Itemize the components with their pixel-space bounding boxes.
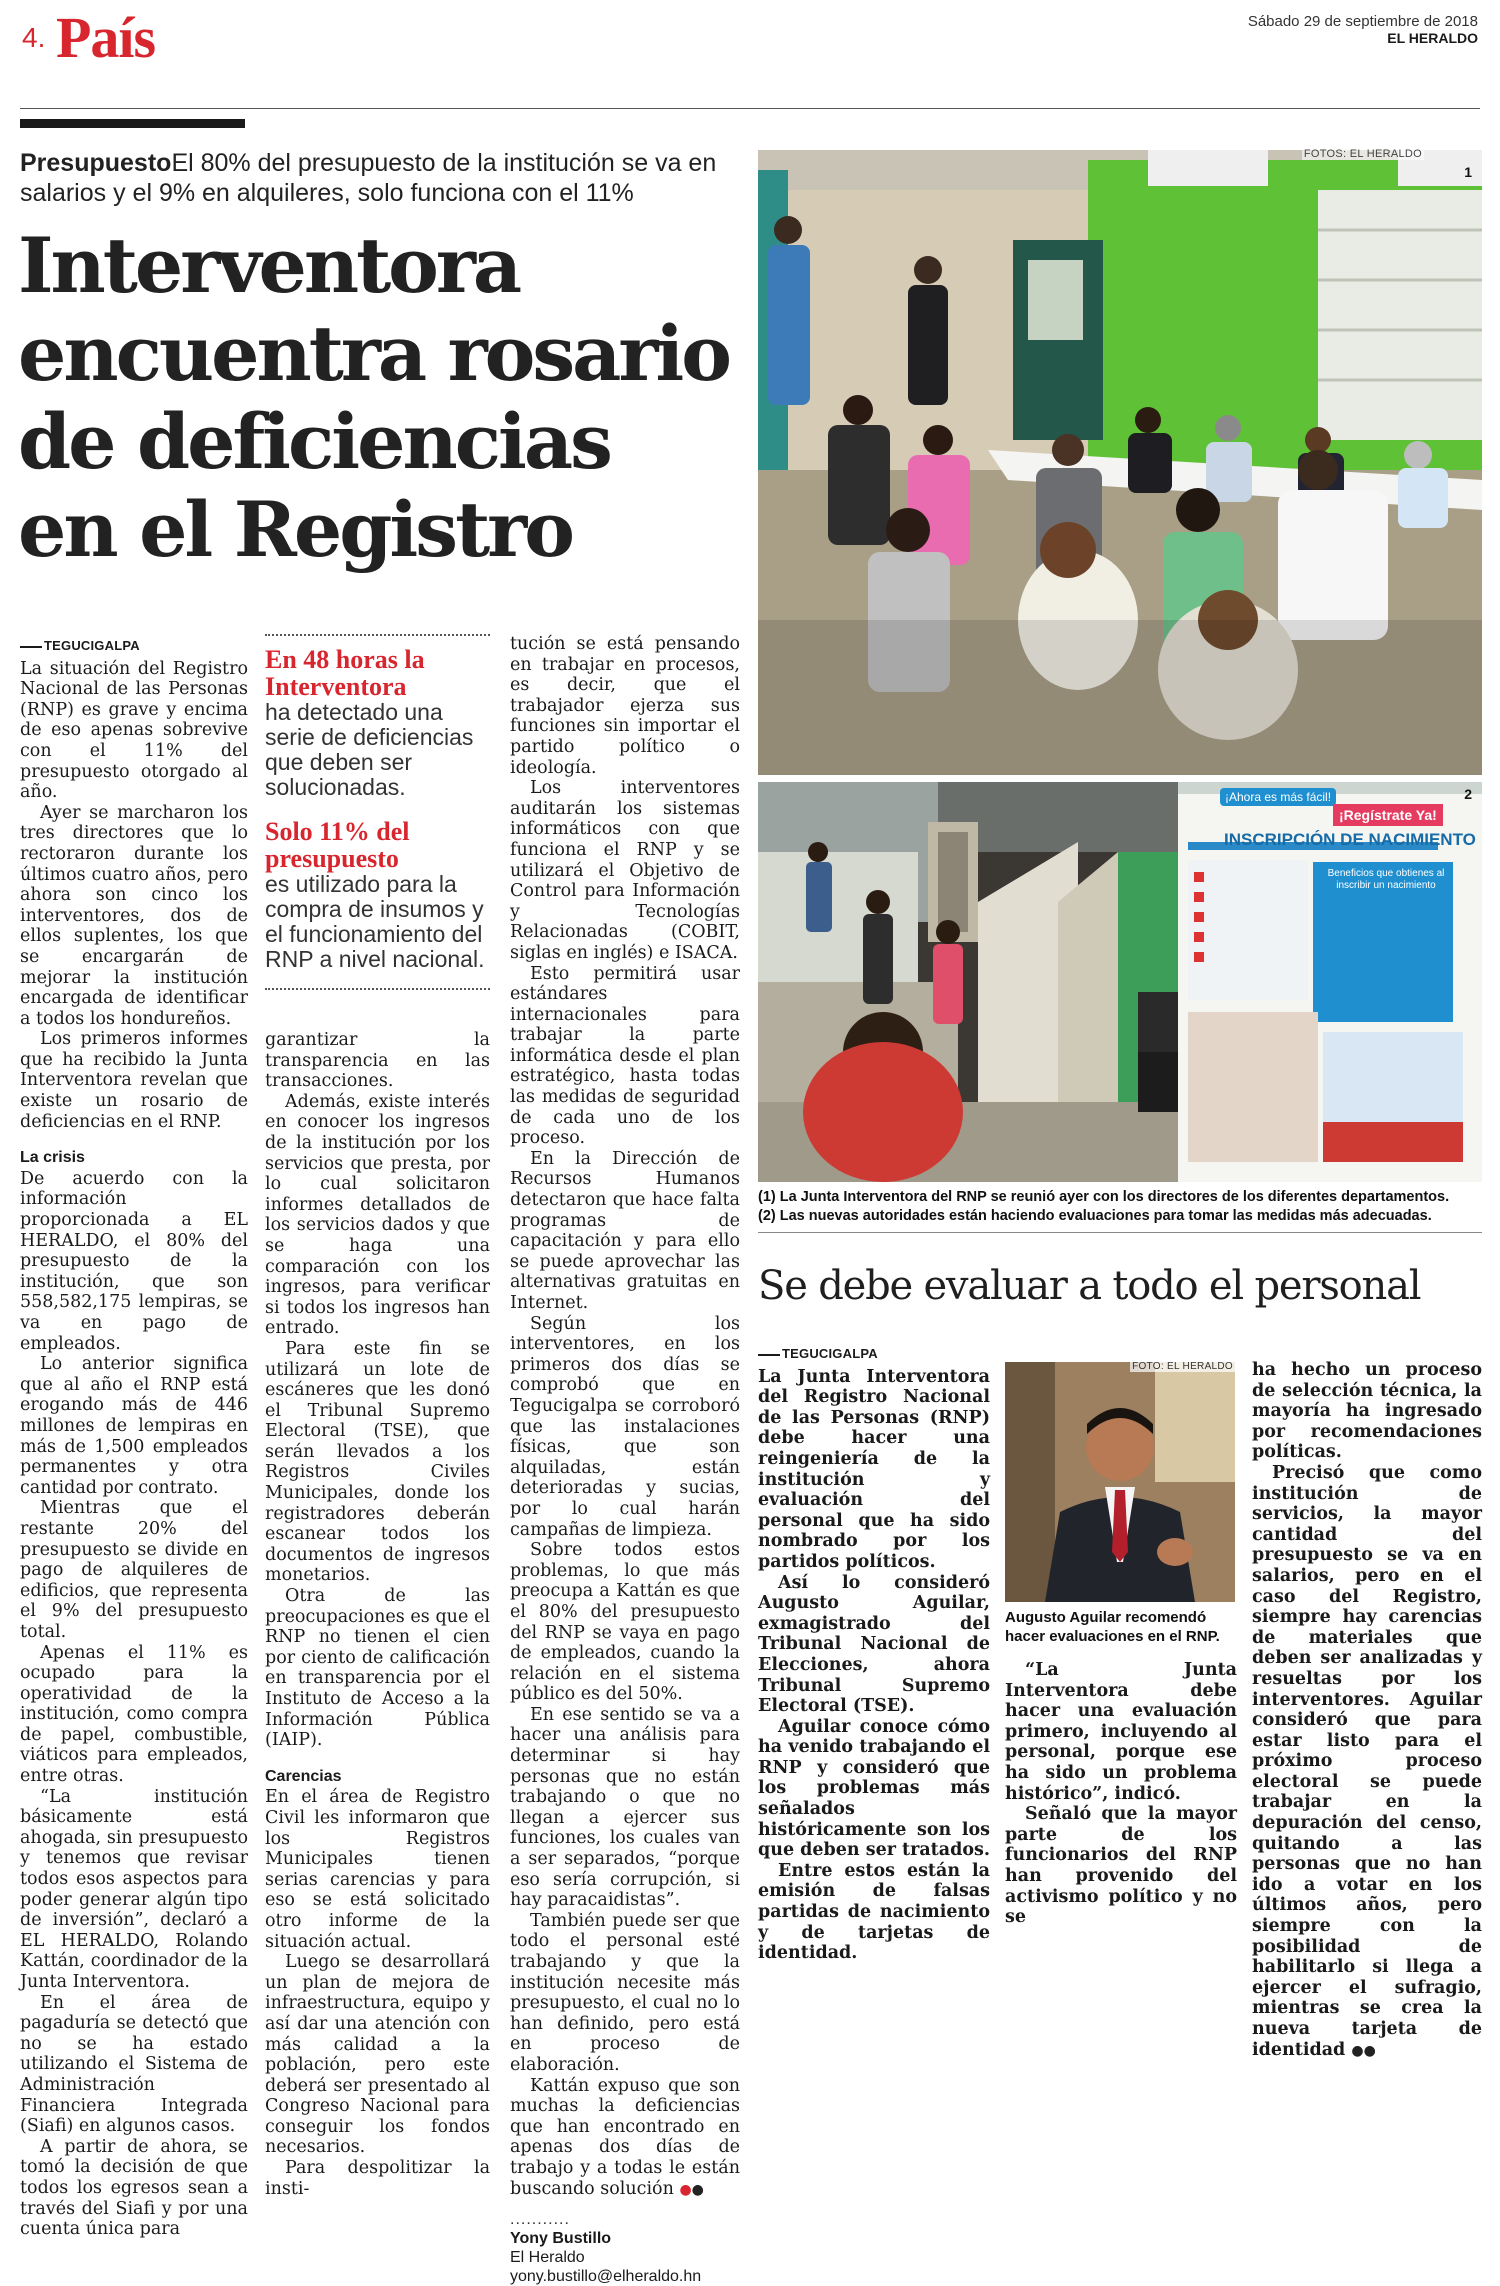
paragraph: Otra de las preocupaciones es que el RNP no tienen el cien por ciento de calificación en transparencia por el Instituto de Acceso a la Información Pública (IAIP). <box>265 1586 490 1751</box>
paragraph: garantizar la transparencia en las transacciones. <box>265 1030 490 1092</box>
headline-line-2: encuentra rosario <box>18 309 729 398</box>
paragraph: En ese sentido se va a hacer una análisis para determinar si hay personas que no están trabajando o que no llegan a ejercer sus funciones, los cuales van a ser separados, “porque eso sería corrupción, si hay paracaidistas”. <box>510 1704 740 1911</box>
photo-credit: FOTO: EL HERALDO <box>1132 1361 1233 1372</box>
highlight-box <box>265 634 490 990</box>
section-title: País <box>56 5 156 70</box>
poster-badge: ¡Regístrate Ya! <box>1333 804 1443 826</box>
paragraph: Esto permitirá usar estándares internacionales para trabajar la parte informática desde el plan estratégico, hasta todas las medidas de seguridad de cada uno de los proceso. <box>510 963 740 1149</box>
paragraph: De acuerdo con la información proporcionada a EL HERALDO, el 80% del presupuesto de la institución, que son 558,582,175 lempiras, se va en pago de empleados. <box>20 1168 248 1354</box>
portrait-illustration <box>1005 1362 1235 1602</box>
photo-1-number: 1 <box>1464 164 1472 180</box>
end-mark-icon: ● <box>679 2181 692 2198</box>
kicker <box>20 148 740 208</box>
second-article-col-1 <box>758 1344 990 1964</box>
issue-date: Sábado 29 de septiembre de 2018 <box>1247 13 1478 30</box>
paragraph: Aguilar conoce cómo ha venido trabajando el RNP y consideró que los problemas más señalados históricamente son los que deben ser tratados. <box>758 1716 990 1861</box>
paragraph: Señaló que la mayor parte de los funcionarios del RNP han provenido del activismo político y no se <box>1005 1804 1237 1928</box>
author-outlet: El Heraldo <box>510 2249 585 2267</box>
publication-name: EL HERALDO <box>1387 30 1478 46</box>
paragraph: En el área de pagaduría se detectó que no se ha estado utilizando el Sistema de Administración Financiera Integrada (Siafi) en algunos casos. <box>20 1992 248 2137</box>
photo-captions <box>758 1188 1482 1226</box>
highlight-2-text: es utilizado para la compra de insumos y el funcionamiento del RNP a nivel nacional. <box>265 871 485 972</box>
dotted-divider <box>265 988 490 990</box>
paragraph: Apenas el 11% es ocupado para la operatividad de la institución, como compra de papel, combustible, viáticos para empleados, entre otras. <box>20 1642 248 1787</box>
second-article-col-3 <box>1252 1360 1482 2061</box>
second-article-col-2 <box>1005 1660 1237 1928</box>
paragraph: La Junta Interventora del Registro Nacional de las Personas (RNP) debe hacer una reingeniería de la institución y evaluación del personal que ha sido nombrado por los partidos políticos. <box>758 1366 990 1572</box>
paragraph: A partir de ahora, se tomó la decisión de que todos los egresos sean a través del Siafi y por una cuenta única para <box>20 2136 248 2240</box>
author-name: Yony Bustillo <box>510 2230 612 2248</box>
paragraph: ha hecho un proceso de selección técnica, la mayoría ha ingresado por recomendaciones políticas. <box>1252 1360 1482 1463</box>
subhead: Carencias <box>265 1767 342 1785</box>
paragraph: Para este fin se utilizará un lote de escáneres que les donó el Tribunal Supremo Electoral (TSE), que serán llevados a los Registros Civiles Municipales, donde los registradores deberán escanear todos los documentos de ingresos monetarios. <box>265 1338 490 1586</box>
highlight-1-text: ha detectado una serie de deficiencias que deben ser solucionadas. <box>265 699 474 800</box>
paragraph: Lo anterior significa que al año el RNP está erogando más de 446 millones de lempiras en más de 1,500 empleados permanentes y otra cantidad por contrato. <box>20 1354 248 1498</box>
paragraph: También puede ser que todo el personal esté trabajando y que la institución necesite más presupuesto, el cual no lo han definido, pero está en proceso de elaboración. <box>510 1910 740 2075</box>
paragraph: Mientras que el restante 20% del presupuesto se divide en pago de alquileres de edificios, que representa el 9% del presupuesto total. <box>20 1498 248 1642</box>
second-headline: Se debe evaluar a todo el personal <box>758 1263 1421 1309</box>
paragraph: Según los interventores, en los primeros dos días se comprobó que en Tegucigalpa se corroboró que las instalaciones físicas, que son alquiladas, están deterioradas y sucias, por lo cual harán campañas de limpieza. <box>510 1313 740 1540</box>
subhead: La crisis <box>20 1149 85 1167</box>
paragraph: Para despolitizar la insti- <box>265 2158 490 2199</box>
paragraph: Ayer se marcharon los tres directores que lo rectoraron durante los últimos cuatro años, pero ahora son cinco los interventores, dos de ellos suplentes, los que se encargarán de mejorar la institución encargada de identificar a todos los hondureños. <box>20 802 248 1029</box>
placeline: TEGUCIGALPA <box>20 636 248 657</box>
photo-meeting <box>758 150 1482 775</box>
poster-top-label: ¡Ahora es más fácil! <box>1220 788 1336 806</box>
main-article-col-2 <box>265 1030 490 2199</box>
photo-2-number: 2 <box>1464 786 1472 802</box>
byline-dots: ........... <box>510 2211 570 2229</box>
paragraph: Luego se desarrollará un plan de mejora de infraestructura, equipo y así dar una atención con más calidad a la población, pero este deberá ser presentado al Congreso Nacional para conseguir los fondos necesarios. <box>265 1952 490 2158</box>
paragraph <box>510 2076 740 2201</box>
masthead <box>0 0 1500 112</box>
paragraph: Así lo consideró Augusto Aguilar, exmagistrado del Tribunal Nacional de Elecciones, ahora Tribunal Supremo Electoral (TSE). <box>758 1572 990 1717</box>
paragraph: Además, existe interés en conocer los ingresos de la institución por los servicios que presta, por lo cual solicitaron informes detallados de los servicios dados y que se haga una comparación con los ingresos, para verificar si todos los ingresos han entrado. <box>265 1091 490 1339</box>
photo-offices <box>758 782 1482 1182</box>
paragraph: Sobre todos estos problemas, lo que más preocupa a Kattán es que el 80% del presupuesto del RNP se vaya en pago de empleados, cuando la relación en el sistema público es del 50%. <box>510 1540 740 1705</box>
photo-credit: FOTOS: EL HERALDO <box>1303 148 1422 160</box>
paragraph: “La institución básicamente está ahogada, sin presupuesto y tenemos que revisar todos esos aspectos para poder generar algún tipo de inversión”, declaró a EL HERALDO, Rolando Kattán, coordinador de la Junta Interventora. <box>20 1786 248 1992</box>
placeline: TEGUCIGALPA <box>758 1344 990 1365</box>
meeting-photo-illustration <box>758 150 1482 775</box>
second-article-rule <box>758 1232 1482 1233</box>
poster-title: INSCRIPCIÓN DE NACIMIENTO <box>1224 830 1476 849</box>
portrait-caption: Augusto Aguilar recomendó hacer evaluaciones en el RNP. <box>1005 1609 1220 1645</box>
caption-2: (2) Las nuevas autoridades están haciendo evaluaciones para tomar las medidas más adecuadas. <box>758 1208 1432 1224</box>
headline-line-1: Interventora <box>18 221 520 310</box>
paragraph <box>1252 1463 1482 2061</box>
poster-benefits: Beneficios que obtienes al inscribir un nacimiento <box>1327 868 1445 891</box>
paragraph-text: Precisó que como institución de servicios, la mayor cantidad del presupuesto se va en salarios, pero en el caso del Registro, siempre hay carencias de materiales que deben ser analizadas y resueltas por los interventores. Aguilar consideró que para estar listo para el próximo proceso electoral se puede trabajar en la depuración del censo, quitando a las personas que no han ido a votar en los últimos años, pero siempre con la posibilidad de habilitarlo si llega a ejercer el sufragio, mientras se crea la nueva tarjeta de identidad <box>1252 1462 1482 2060</box>
headline-line-4: en el Registro <box>18 485 572 574</box>
byline <box>510 2210 740 2286</box>
kicker-label: Presupuesto <box>20 149 172 177</box>
paragraph: Los interventores auditarán los sistemas informáticos con que funciona el RNP y se utilizará el Objetivo de Control para Información y Tecnologías Relacionadas (COBIT, siglas en inglés) e ISACA. <box>510 778 740 963</box>
main-article-col-3 <box>510 634 740 2286</box>
caption-1: (1) La Junta Interventora del RNP se reunió ayer con los directores de los diferentes departamentos. <box>758 1189 1450 1205</box>
dotted-divider <box>265 634 490 636</box>
masthead-rule <box>20 108 1480 109</box>
end-mark-icon: ●● <box>1351 2042 1376 2059</box>
main-headline <box>18 222 738 574</box>
page-number: 4. <box>22 22 46 53</box>
paragraph: Los primeros informes que ha recibido la Junta Interventora revelan que existe un rosario de deficiencias en el RNP. <box>20 1029 248 1132</box>
paragraph: Entre estos están la emisión de falsas partidas de nacimiento y de tarjetas de identidad. <box>758 1860 990 1964</box>
photo-augusto-aguilar <box>1005 1362 1235 1602</box>
paragraph: La situación del Registro Nacional de las Personas (RNP) es grave y encima de eso apenas sobrevive con el 11% del presupuesto otorgado al año. <box>20 658 248 803</box>
kicker-text: El 80% del presupuesto de la institución se va en salarios y el 9% en alquileres, solo funciona con el 11% <box>20 149 717 207</box>
highlight-1-red: En 48 horas la Interventora <box>265 645 425 701</box>
paragraph: En el área de Registro Civil les informaron que los Registros Municipales tienen serias carencias y para eso se está solicitado otro informe de la situación actual. <box>265 1787 490 1952</box>
paragraph: “La Junta Interventora debe hacer una evaluación primero, incluyendo al personal, porque ese ha sido un problema histórico”, indicó. <box>1005 1660 1237 1804</box>
author-email: yony.bustillo@elheraldo.hn <box>510 2268 702 2286</box>
end-mark-icon: ● <box>691 2181 704 2198</box>
highlight-2-red: Solo 11% del presupuesto <box>265 817 410 873</box>
paragraph-text: Kattán expuso que son muchas la deficiencias que han encontrado en apenas dos días de trabajo y a todas le están buscando solución <box>510 2075 740 2199</box>
main-article-col-1 <box>20 636 248 2240</box>
kicker-bar <box>20 119 245 128</box>
paragraph: tución se está pensando en trabajar en procesos, es decir, que el trabajador ejerza sus funciones sin importar el partido político o ideología. <box>510 634 740 778</box>
paragraph: En la Dirección de Recursos Humanos detectaron que hace falta programas de capacitación y para ello se puede aprovechar las alternativas gratuitas en Internet. <box>510 1148 740 1313</box>
headline-line-3: de deficiencias <box>18 397 610 486</box>
